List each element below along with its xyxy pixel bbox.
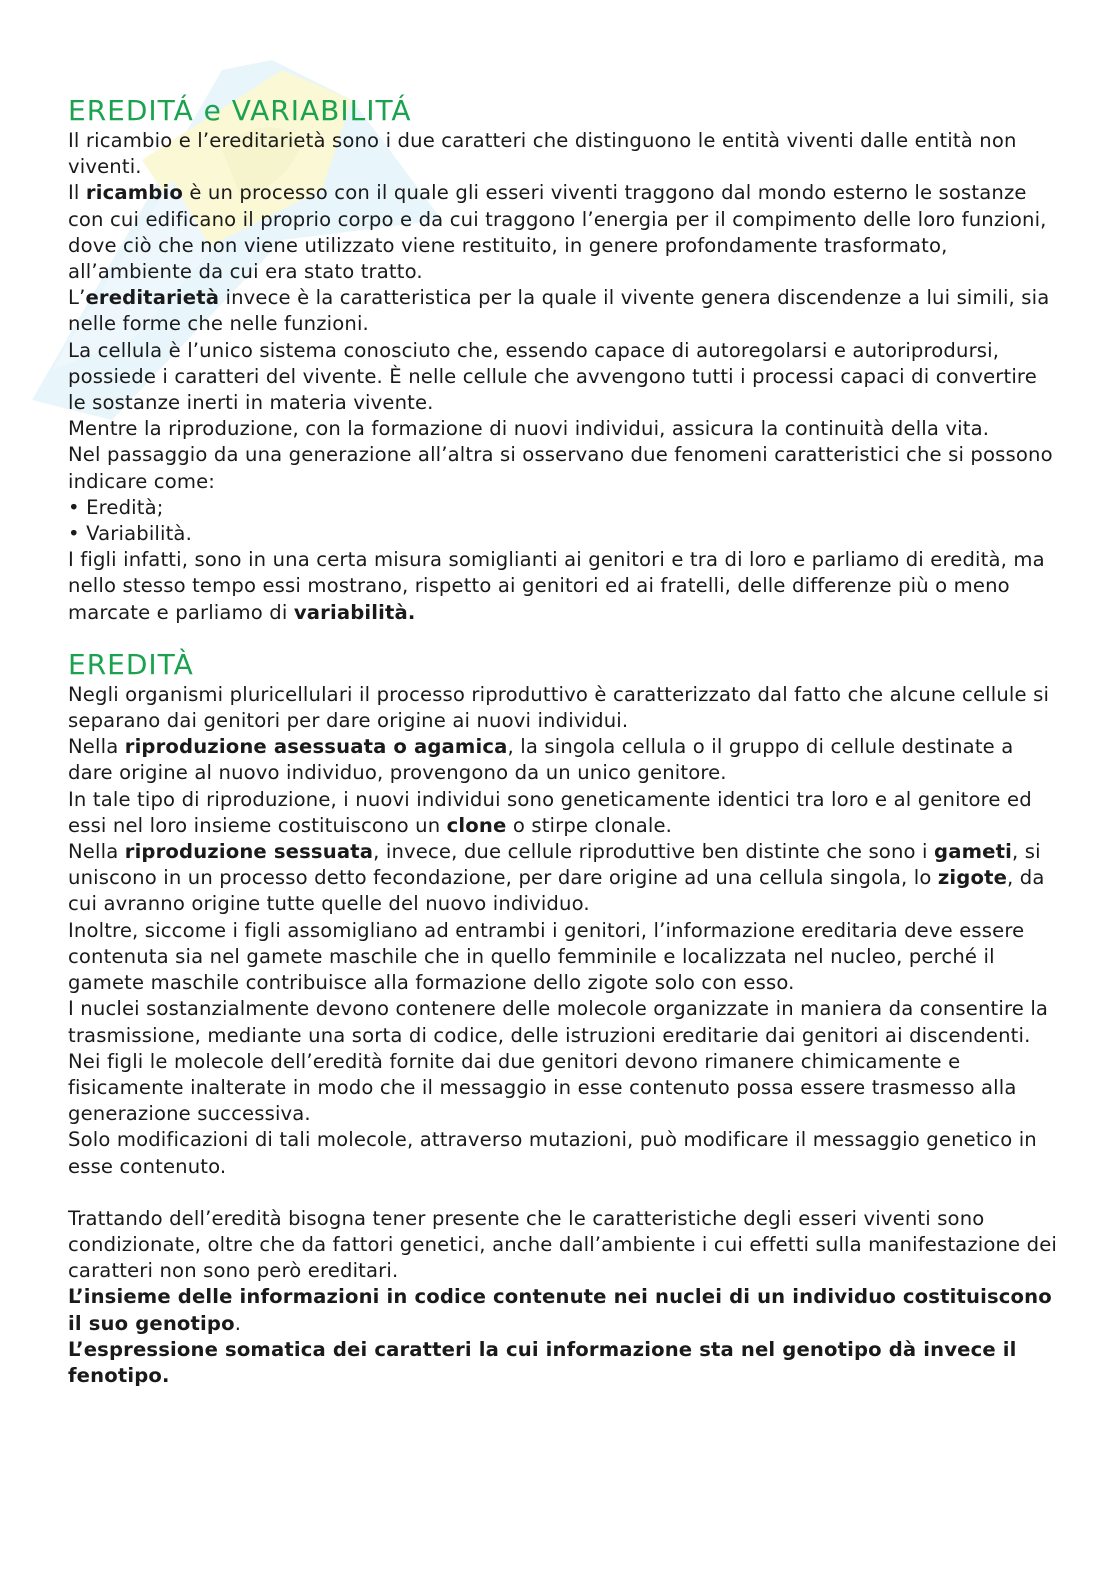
paragraph: I figli infatti, sono in una certa misura somiglianti ai genitori e tra di loro e parliamo di eredità, ma nello stesso tempo essi mostrano, rispetto ai genitori ed ai fratelli, delle differenze più o meno marcate e parliamo di variabilità.	[68, 548, 1045, 624]
paragraph: Nel passaggio da una generazione all’altra si osservano due fenomeni caratteristici che si possono indicare come:	[68, 443, 1053, 493]
paragraph: Nella riproduzione asessuata o agamica, la singola cellula o il gruppo di cellule destinate a dare origine al nuovo individuo, provengono da un unico genitore.	[68, 735, 1014, 785]
paragraph: Nei figli le molecole dell’eredità fornite dai due genitori devono rimanere chimicamente e fisicamente inalterate in modo che il messaggio in esse contenuto possa essere trasmesso alla generazione successiva.	[68, 1049, 1017, 1126]
paragraph: Trattando dell’eredità bisogna tener presente che le caratteristiche degli esseri viventi sono condizionate, oltre che da fattori genetici, anche dall’ambiente i cui effetti sulla manifestazione dei caratteri non sono però ereditari.	[68, 1206, 1058, 1283]
list-item: • Variabilità.	[68, 522, 192, 546]
paragraph: I nuclei sostanzialmente devono contenere delle molecole organizzate in maniera da consentire la trasmissione, mediante una sorta di codice, delle istruzioni ereditarie dai genitori ai discendenti.	[68, 997, 1049, 1047]
paragraph: Negli organismi pluricellulari il processo riproduttivo è caratterizzato dal fatto che alcune cellule si separano dai genitori per dare origine ai nuovi individui.	[68, 682, 1050, 733]
document-page	[68, 94, 1058, 1389]
paragraph: Solo modificazioni di tali molecole, attraverso mutazioni, può modificare il messaggio genetico in esse contenuto.	[68, 1128, 1037, 1178]
paragraph: La cellula è l’unico sistema conosciuto che, essendo capace di autoregolarsi e autoriprodursi, possiede i caratteri del vivente. È nelle cellule che avvengono tutti i processi capaci di convertire le sostanze inerti in materia vivente.	[68, 338, 1037, 415]
paragraph: Mentre la riproduzione, con la formazione di nuovi individui, assicura la continuità della vita.	[68, 417, 990, 441]
list-item: • Eredità;	[68, 495, 164, 519]
section-title-ereditá-e-variabilitá: EREDITÁ e VARIABILITÁ	[68, 94, 412, 127]
section-title-eredità: EREDITÀ	[68, 647, 194, 681]
paragraph: Inoltre, siccome i figli assomigliano ad entrambi i genitori, l’informazione ereditaria deve essere contenuta sia nel gamete maschile che in quello femminile e localizzata nel nucleo, perché il gamete maschile contribuisce alla formazione dello zigote solo con esso.	[68, 918, 1025, 995]
paragraph: L’ereditarietà invece è la caratteristica per la quale il vivente genera discendenze a lui simili, sia nelle forme che nelle funzioni.	[68, 286, 1050, 336]
paragraph: Il ricambio è un processo con il quale gli esseri viventi traggono dal mondo esterno le sostanze con cui edificano il proprio corpo e da cui traggono l’energia per il compimento delle loro funzioni, dove ciò che non viene utilizzato viene restituito, in genere profondamente trasformato, all’ambiente da cui era stato tratto.	[68, 181, 1047, 284]
paragraph: Il ricambio e l’ereditarietà sono i due caratteri che distinguono le entità viventi dalle entità non viventi.	[68, 129, 1017, 179]
paragraph: Nella riproduzione sessuata, invece, due cellule riproduttive ben distinte che sono i gameti, si uniscono in un processo detto fecondazione, per dare origine ad una cellula singola, lo zigote, da cui avranno origine tutte quelle del nuovo individuo.	[68, 840, 1045, 916]
paragraph: In tale tipo di riproduzione, i nuovi individui sono geneticamente identici tra loro e al genitore ed essi nel loro insieme costituiscono un clone o stirpe clonale.	[68, 787, 1032, 837]
paragraph: L’insieme delle informazioni in codice contenute nei nuclei di un individuo costituiscono il suo genotipo.	[68, 1285, 1052, 1335]
paragraph: L’espressione somatica dei caratteri la cui informazione sta nel genotipo dà invece il fenotipo.	[68, 1337, 1017, 1387]
